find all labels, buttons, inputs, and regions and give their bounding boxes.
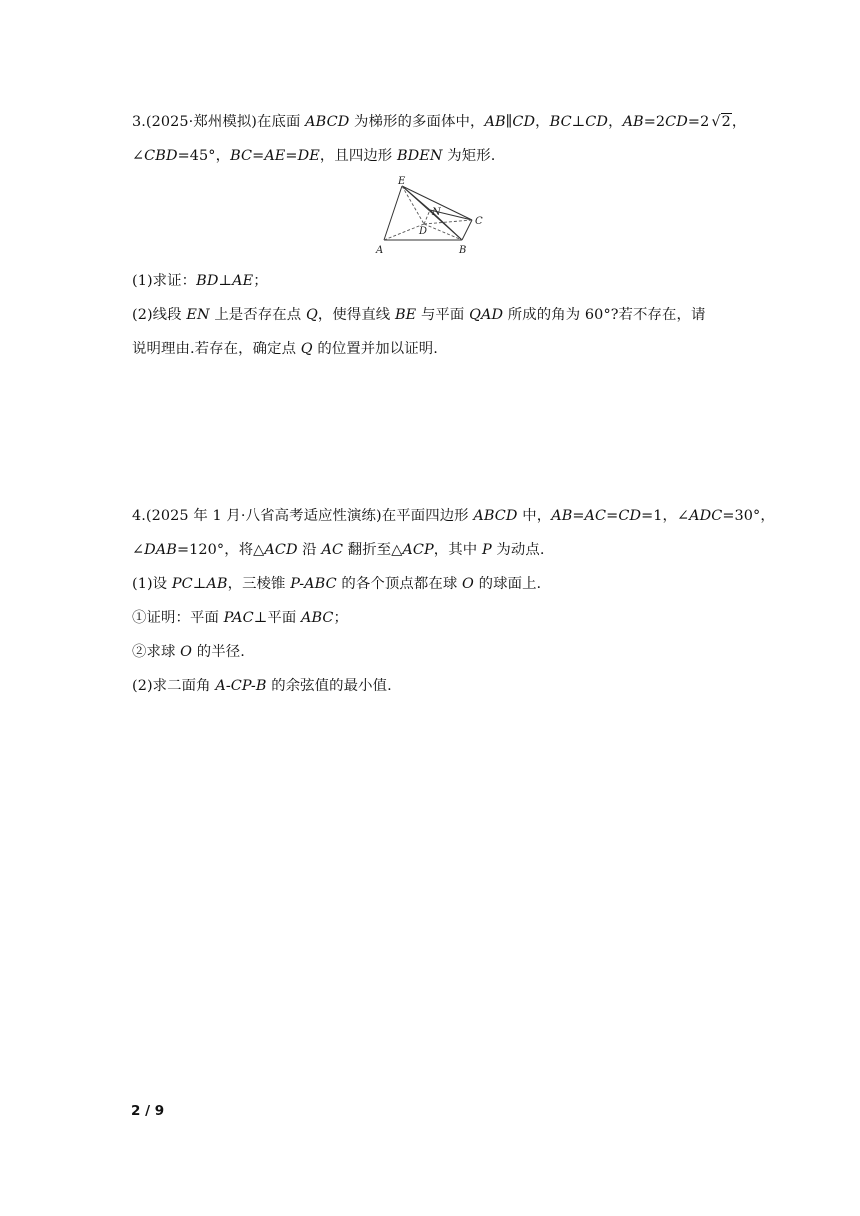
math-var: CD [665, 114, 688, 130]
text: =45°， [177, 148, 231, 164]
text: (1)求证： [132, 273, 197, 289]
math-var: P [481, 542, 492, 558]
angle-symbol: ∠ [132, 148, 145, 164]
edge-db [424, 224, 462, 240]
sqrt-symbol: √ [711, 114, 721, 130]
math-var: AB [622, 114, 644, 130]
math-var: ABCD [473, 508, 518, 524]
text: 的余弦值的最小值. [266, 678, 392, 694]
text: (2)线段 [132, 307, 187, 323]
math-var: AE [232, 273, 254, 289]
text: ⊥平面 [253, 610, 301, 626]
text: ， [608, 114, 623, 130]
edge-ad [384, 224, 424, 240]
math-var: ABC [301, 610, 334, 626]
problem4-question1b [132, 642, 245, 662]
text: = [572, 508, 585, 524]
text: 的位置并加以证明. [312, 341, 438, 357]
text: ； [253, 273, 268, 289]
text: (1)设 [132, 576, 172, 592]
math-var: DAB [144, 542, 177, 558]
math-var: ACP [402, 542, 434, 558]
math-var: AC [321, 542, 344, 558]
text: 的球面上. [473, 576, 542, 592]
text: 说明理由.若存在，确定点 [132, 341, 301, 357]
math-var: P-ABC [290, 576, 337, 592]
math-var: AE [264, 148, 286, 164]
text: 的半径. [192, 644, 245, 660]
text: ①证明：平面 [132, 610, 224, 626]
text: 为梯形的多面体中， [349, 114, 485, 130]
text: = [606, 508, 619, 524]
label-b: B [459, 245, 467, 256]
sqrt-radicand: 2 [721, 114, 731, 130]
edge-bc [462, 220, 472, 240]
math-var: BC [230, 148, 253, 164]
problem3-line1 [132, 112, 746, 132]
math-var: O [180, 644, 193, 660]
math-var: O [462, 576, 474, 592]
text: 为动点. [491, 542, 545, 558]
edge-dc [424, 220, 472, 224]
polyhedron-diagram [368, 174, 492, 260]
math-var: PAC [223, 610, 254, 626]
angle-symbol: ∠ [132, 542, 145, 558]
label-c: C [475, 216, 483, 227]
text: 中， [517, 508, 552, 524]
text: =2 [687, 114, 710, 130]
perp-symbol: ⊥ [192, 576, 207, 592]
math-var: ACD [264, 542, 298, 558]
math-var: AC [584, 508, 607, 524]
math-var: CBD [144, 148, 178, 164]
text: =30°， [722, 508, 775, 524]
text: ②求球 [132, 644, 181, 660]
text: 翻折至△ [343, 542, 403, 558]
text: 的各个顶点都在球 [336, 576, 463, 592]
math-var: AB [551, 508, 573, 524]
text: 与平面 [416, 307, 470, 323]
math-var: ADC [689, 508, 723, 524]
math-var: BDEN [396, 148, 443, 164]
problem4-line2 [132, 540, 545, 560]
text: ，三棱锥 [227, 576, 291, 592]
math-var: DE [297, 148, 320, 164]
text: = [285, 148, 298, 164]
text: ，使得直线 [317, 307, 395, 323]
math-expr: AB∥CD [484, 114, 536, 130]
text: =1，∠ [641, 508, 690, 524]
text: (2)求二面角 [132, 678, 216, 694]
edge-ae [384, 186, 402, 240]
text: = [252, 148, 265, 164]
perp-symbol: ⊥ [218, 273, 233, 289]
problem4-question1 [132, 574, 541, 594]
problem3-question1 [132, 271, 268, 291]
text: ，且四边形 [319, 148, 397, 164]
text: ，其中 [433, 542, 482, 558]
text: 3.(2025·郑州模拟)在底面 [132, 114, 306, 130]
label-a: A [376, 245, 384, 256]
text: 为矩形. [442, 148, 496, 164]
problem3-question2-line1 [132, 305, 706, 325]
math-var: Q [305, 307, 318, 323]
text: ， [535, 114, 550, 130]
polyhedron-figure [368, 174, 492, 260]
problem4-line1 [132, 506, 775, 526]
math-var: Q [300, 341, 313, 357]
text: 4.(2025 年 1 月·八省高考适应性演练)在平面四边形 [132, 508, 474, 524]
text: 所成的角为 60°?若不存在，请 [503, 307, 706, 323]
math-var: BE [394, 307, 417, 323]
math-var: AB [206, 576, 228, 592]
math-expr: BC⊥CD [549, 114, 609, 130]
problem4-question2 [132, 676, 392, 696]
math-var: ABCD [305, 114, 350, 130]
math-var: PC [171, 576, 193, 592]
math-var: BD [196, 273, 219, 289]
math-var: EN [186, 307, 210, 323]
math-var: CD [618, 508, 642, 524]
text: =2 [643, 114, 666, 130]
problem3-question2-line2 [132, 339, 438, 359]
math-var: A-CP-B [215, 678, 267, 694]
text: ； [333, 610, 349, 626]
label-e: E [398, 176, 406, 187]
problem3-line2 [132, 146, 495, 166]
math-var: QAD [469, 307, 504, 323]
label-d: D [419, 226, 428, 237]
text: =120°，将△ [176, 542, 265, 558]
text: ， [731, 114, 747, 130]
text: 沿 [297, 542, 322, 558]
problem4-question1a [132, 608, 348, 628]
sqrt-expression [709, 112, 732, 132]
edge-dn [424, 210, 430, 224]
text: 上是否存在点 [209, 307, 306, 323]
label-n: N [432, 207, 441, 218]
page-number: 2 / 9 [131, 1103, 165, 1119]
